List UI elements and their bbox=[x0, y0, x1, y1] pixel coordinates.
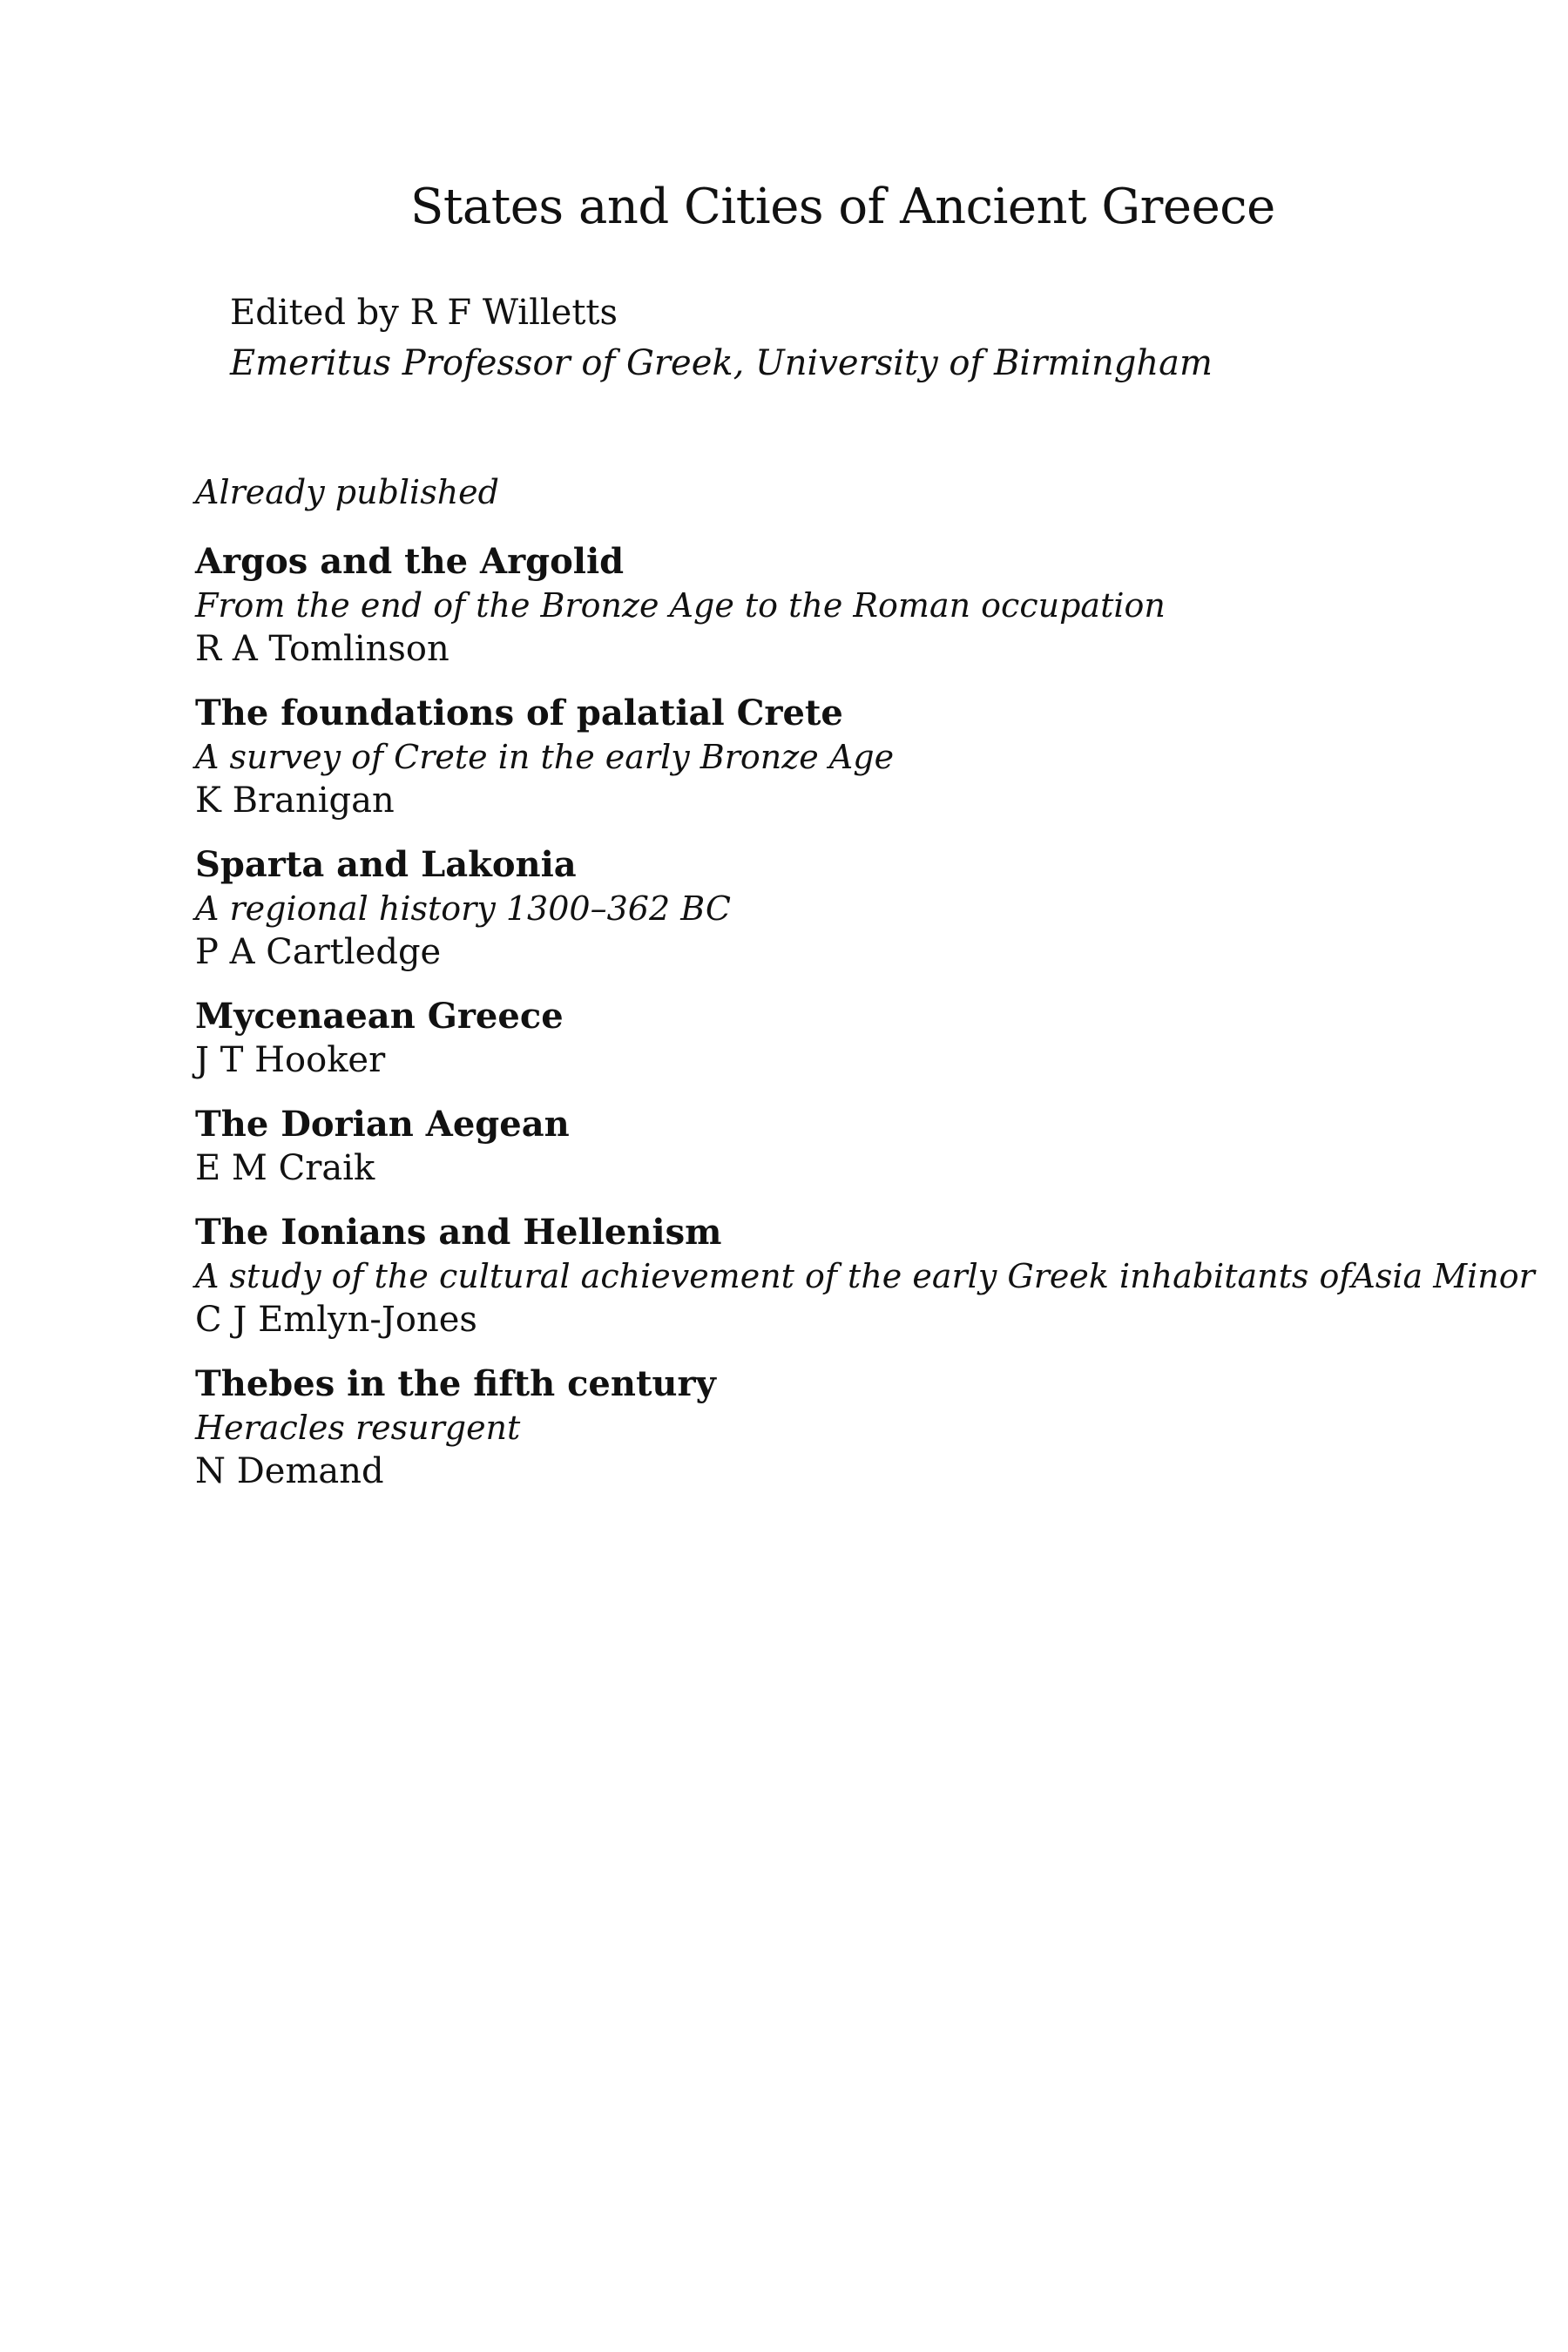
book-subtitle: A regional history 1300–362 BC bbox=[195, 889, 731, 928]
editor-affiliation: Emeritus Professor of Greek, University of Birmingham bbox=[230, 343, 1213, 383]
book-subtitle: A study of the cultural achievement of the early Greek inhabitants ofAsia Minor bbox=[195, 1257, 1535, 1295]
book-subtitle: From the end of the Bronze Age to the Roman occupation bbox=[195, 586, 1166, 625]
book-entry bbox=[195, 995, 1502, 1082]
book-entry bbox=[195, 1211, 1535, 1342]
book-title: Mycenaean Greece bbox=[195, 996, 564, 1037]
book-entry bbox=[195, 843, 1502, 974]
book-author: E M Craik bbox=[195, 1148, 375, 1188]
book-author: K Branigan bbox=[195, 781, 395, 821]
book-subtitle: A survey of Crete in the early Bronze Age bbox=[195, 738, 895, 776]
book-title: Sparta and Lakonia bbox=[195, 844, 577, 885]
book-author: J T Hooker bbox=[195, 1040, 386, 1080]
series-title: States and Cities of Ancient Greece bbox=[410, 179, 1275, 235]
already-published-label: Already published bbox=[195, 473, 499, 511]
book-list bbox=[195, 540, 1535, 1514]
book-title: The Ionians and Hellenism bbox=[195, 1212, 722, 1253]
book-title: Thebes in the fifth century bbox=[195, 1363, 716, 1404]
book-title: Argos and the Argolid bbox=[195, 541, 625, 582]
book-title: The Dorian Aegean bbox=[195, 1104, 570, 1145]
book-entry bbox=[195, 540, 1502, 671]
book-author: P A Cartledge bbox=[195, 932, 442, 972]
book-entry bbox=[195, 692, 1502, 822]
editor-block bbox=[230, 287, 1213, 389]
book-subtitle: Heracles resurgent bbox=[195, 1409, 521, 1447]
book-author: R A Tomlinson bbox=[195, 629, 449, 669]
book-author: C J Emlyn-Jones bbox=[195, 1300, 477, 1340]
editor-line: Edited by R F Willetts bbox=[230, 293, 618, 333]
book-title: The foundations of palatial Crete bbox=[195, 693, 843, 733]
book-entry bbox=[195, 1103, 1502, 1190]
book-entry bbox=[195, 1362, 1502, 1493]
book-author: N Demand bbox=[195, 1451, 384, 1491]
